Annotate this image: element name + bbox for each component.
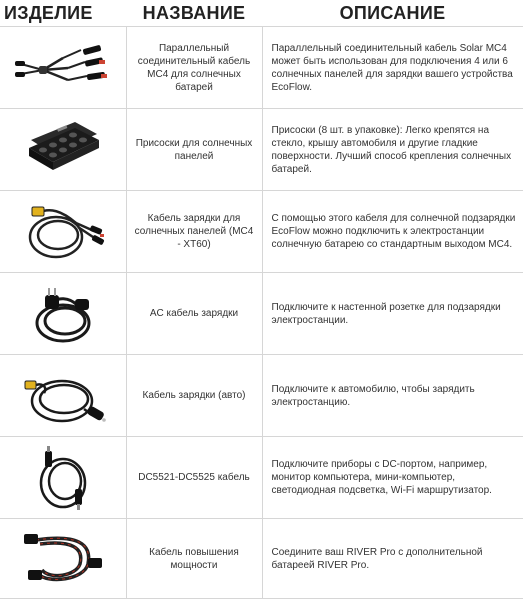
item-image	[0, 519, 126, 599]
item-description: Подключите приборы с DC-портом, например, монитор компьютера, мини-компьютер, светодиодная подсветка, Wi-Fi маршрутизатор.	[262, 437, 523, 519]
item-description: Параллельный соединительный кабель Solar MC4 может быть использован для подключения 4 или 6 солнечных панелей для зарядки вашего устройства EcoFlow.	[262, 27, 523, 109]
item-description: Соедините ваш RIVER Pro с дополнительной батареей RIVER Pro.	[262, 519, 523, 599]
power-extension-cable-icon	[18, 524, 108, 594]
table-row	[0, 273, 523, 355]
item-image	[0, 437, 126, 519]
item-description: Присоски (8 шт. в упаковке): Легко крепятся на стекло, крышу автомобиля и другие гладкие поверхности. Лучший способ крепления солнечных батарей.	[262, 109, 523, 191]
header-row	[0, 0, 523, 27]
item-image	[0, 355, 126, 437]
table-row	[0, 191, 523, 273]
header-item: ИЗДЕЛИЕ	[0, 0, 126, 27]
header-description: ОПИСАНИЕ	[262, 0, 523, 27]
table-row	[0, 355, 523, 437]
mc4-xt60-cable-icon	[20, 197, 106, 267]
ac-charging-cable-icon	[23, 279, 103, 349]
item-name: Присоски для солнечных панелей	[126, 109, 262, 191]
item-name: Параллельный соединительный кабель МС4 для солнечных батарей	[126, 27, 262, 109]
item-name: Кабель зарядки (авто)	[126, 355, 262, 437]
item-image	[0, 191, 126, 273]
item-image	[0, 27, 126, 109]
item-name: Кабель повышения мощности	[126, 519, 262, 599]
item-name: Кабель зарядки для солнечных панелей (MC4 - XT60)	[126, 191, 262, 273]
table-row	[0, 27, 523, 109]
dc5521-dc5525-cable-icon	[23, 443, 103, 513]
car-charging-cable-icon	[18, 363, 108, 429]
mc4-parallel-cable-icon	[13, 38, 113, 98]
item-name: DC5521-DC5525 кабель	[126, 437, 262, 519]
item-description: С помощью этого кабеля для солнечной подзарядки EcoFlow можно подключить к электростанции солнечную батарею со стандартным выходом MC4.	[262, 191, 523, 273]
header-name: НАЗВАНИЕ	[126, 0, 262, 27]
item-image	[0, 109, 126, 191]
item-description: Подключите к автомобилю, чтобы зарядить электростанцию.	[262, 355, 523, 437]
table-row	[0, 519, 523, 599]
item-name: AC кабель зарядки	[126, 273, 262, 355]
table-row	[0, 109, 523, 191]
table-row	[0, 437, 523, 519]
suction-cups-box-icon	[23, 118, 103, 182]
item-description: Подключите к настенной розетке для подзарядки электростанции.	[262, 273, 523, 355]
item-image	[0, 273, 126, 355]
